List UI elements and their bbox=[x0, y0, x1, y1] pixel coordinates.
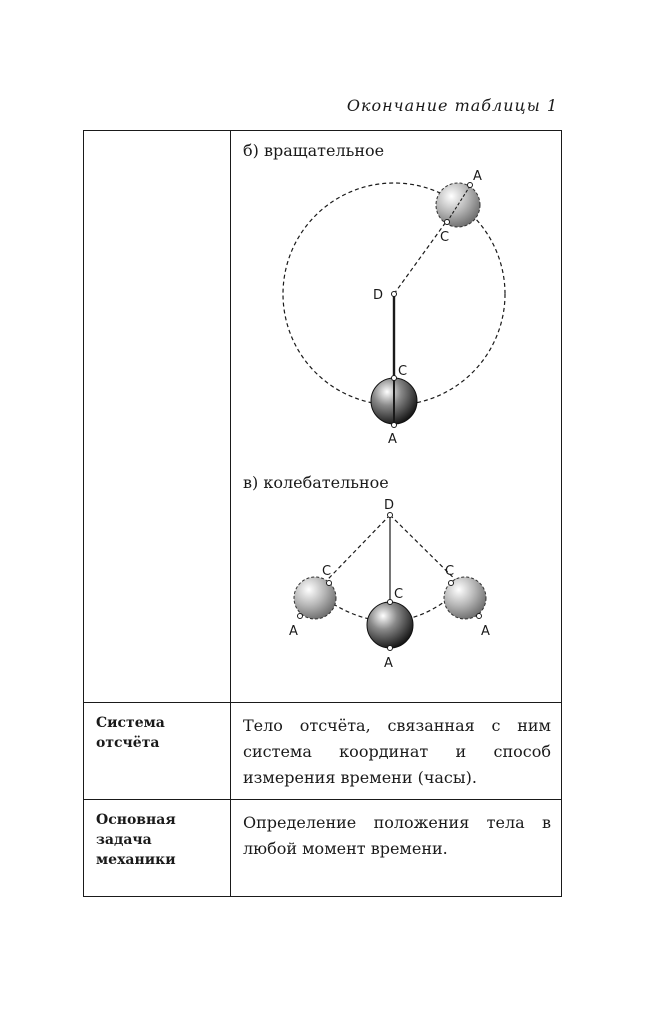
label-d: D bbox=[384, 498, 395, 513]
label-c-top: C bbox=[440, 230, 450, 245]
point-a-right bbox=[477, 614, 482, 619]
term-main-task: Основная задача механики bbox=[96, 812, 176, 868]
point-a-center bbox=[388, 646, 393, 651]
label-d: D bbox=[373, 288, 384, 303]
term-reference-frame: Система отсчёта bbox=[96, 715, 165, 751]
definition-reference-frame: Тело отсчёта, связанная с ним система координат и способ измерения времени (часы). bbox=[243, 716, 551, 787]
motion-types-table bbox=[83, 130, 562, 897]
term-cell bbox=[84, 703, 231, 800]
point-d bbox=[388, 513, 393, 518]
rotation-rod-dashed bbox=[394, 215, 451, 294]
definition-cell bbox=[231, 703, 562, 800]
label-a-top: A bbox=[473, 169, 482, 184]
label-c-left: C bbox=[322, 564, 332, 579]
table-row-motion-diagrams bbox=[84, 131, 562, 703]
ball-center bbox=[367, 602, 413, 648]
label-a-left: A bbox=[289, 624, 298, 639]
oscillatory-motion-label: в) колебательное bbox=[243, 473, 389, 492]
point-a-left bbox=[298, 614, 303, 619]
term-cell bbox=[84, 800, 231, 897]
term-cell-empty bbox=[84, 131, 231, 703]
point-d bbox=[392, 292, 397, 297]
label-a-bottom: A bbox=[388, 432, 397, 447]
label-c-right: C bbox=[445, 564, 455, 579]
label-c-center: C bbox=[394, 587, 404, 602]
point-c-top bbox=[445, 220, 450, 225]
definition-main-task: Определение положения тела в любой момент времени. bbox=[243, 813, 551, 858]
point-c-right bbox=[449, 581, 454, 586]
label-a-right: A bbox=[481, 624, 490, 639]
table-row-main-task bbox=[84, 800, 562, 897]
definition-cell bbox=[231, 800, 562, 897]
diagrams-cell bbox=[231, 131, 562, 703]
point-a-bottom bbox=[392, 423, 397, 428]
point-c-center bbox=[388, 600, 393, 605]
rotational-motion-label: б) вращательное bbox=[243, 141, 385, 160]
point-c-bottom bbox=[392, 376, 397, 381]
rotational-motion-diagram bbox=[231, 163, 561, 459]
oscillatory-motion-diagram bbox=[231, 495, 561, 675]
table-row-reference-frame bbox=[84, 703, 562, 800]
label-a-center: A bbox=[384, 656, 393, 671]
label-c-bottom: C bbox=[398, 364, 408, 379]
table-continuation-caption: Окончание таблицы 1 bbox=[346, 96, 558, 115]
point-c-left bbox=[327, 581, 332, 586]
point-a-top bbox=[468, 183, 473, 188]
